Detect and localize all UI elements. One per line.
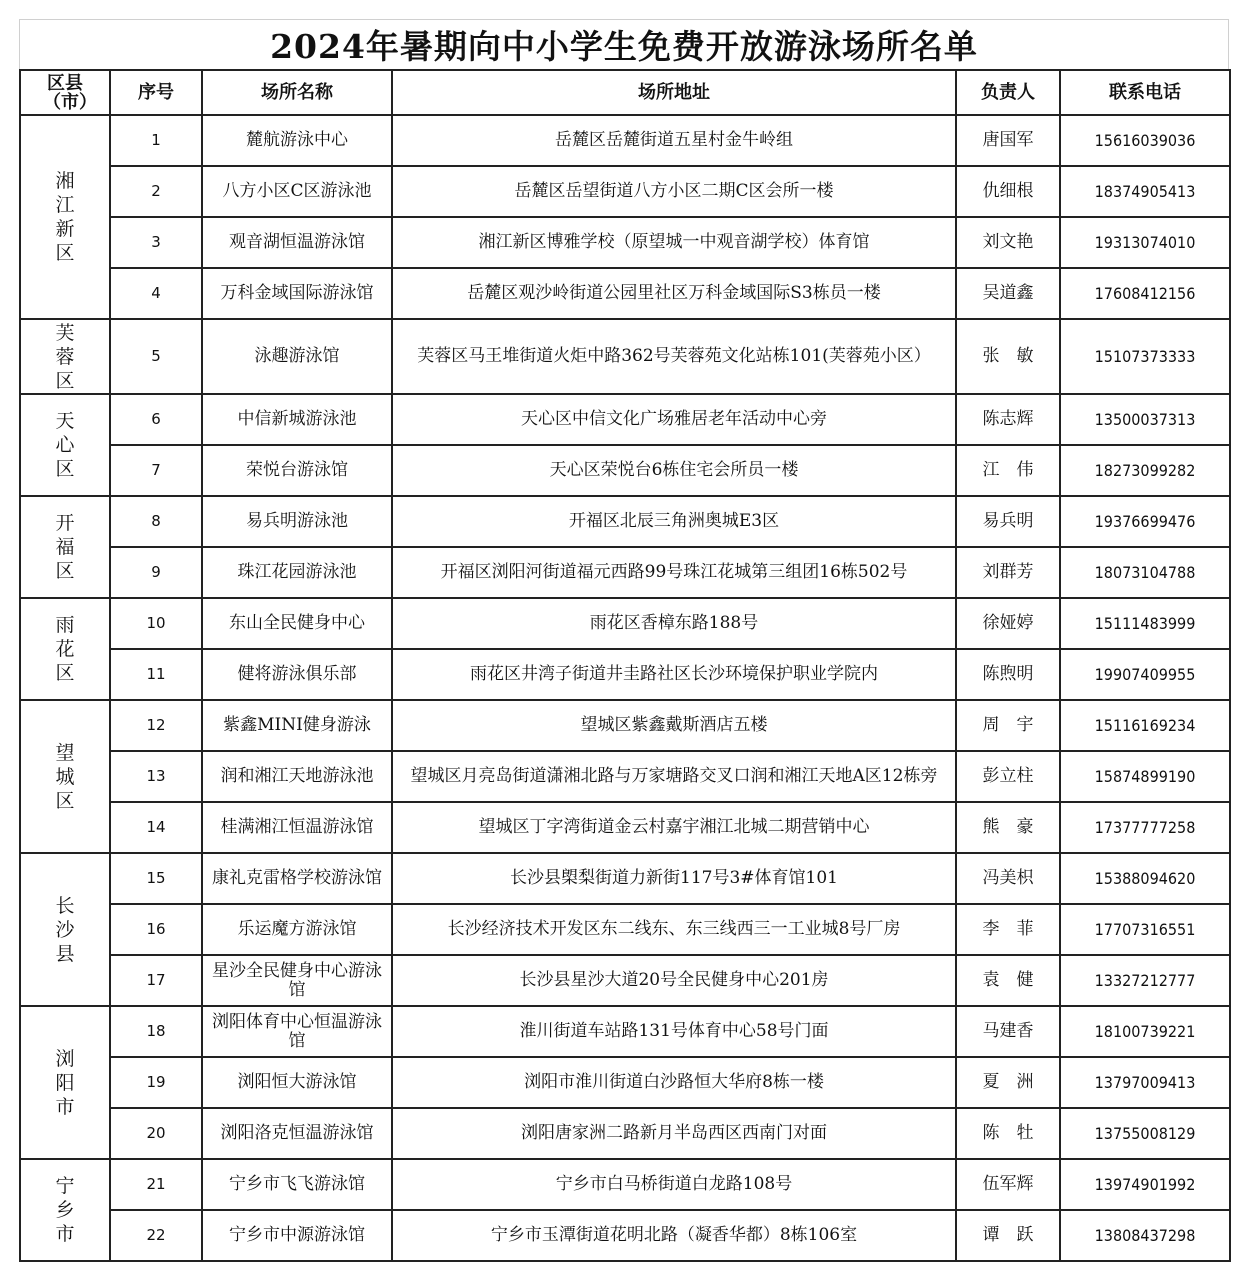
table-row [20, 496, 1230, 547]
address-cell: 淮川街道车站路131号体育中心58号门面 [392, 1006, 956, 1057]
index-cell: 16 [110, 904, 202, 955]
table-row [20, 1210, 1230, 1261]
header-phone: 联系电话 [1060, 70, 1230, 115]
address-cell: 岳麓区岳麓街道五星村金牛岭组 [392, 115, 956, 166]
address-cell: 望城区月亮岛街道潇湘北路与万家塘路交叉口润和湘江天地A区12栋旁 [392, 751, 956, 802]
district-label: 宁乡市 [55, 1175, 75, 1245]
venue-name-cell: 浏阳恒大游泳馆 [202, 1057, 392, 1108]
person-cell: 袁 健 [956, 955, 1060, 1006]
table-row [20, 1057, 1230, 1108]
index-cell: 11 [110, 649, 202, 700]
person-cell: 熊 豪 [956, 802, 1060, 853]
district-cell [20, 394, 110, 496]
district-label: 湘江新区 [55, 170, 75, 264]
table-row [20, 1006, 1230, 1057]
address-cell: 岳麓区岳望街道八方小区二期C区会所一楼 [392, 166, 956, 217]
venue-name-cell: 珠江花园游泳池 [202, 547, 392, 598]
person-cell: 陈 牡 [956, 1108, 1060, 1159]
address-cell: 长沙县星沙大道20号全民健身中心201房 [392, 955, 956, 1006]
table-row [20, 1108, 1230, 1159]
table-row [20, 445, 1230, 496]
address-cell: 天心区荣悦台6栋住宅会所员一楼 [392, 445, 956, 496]
phone-cell: 17608412156 [1060, 268, 1230, 319]
venue-name-cell: 乐运魔方游泳馆 [202, 904, 392, 955]
phone-cell: 18073104788 [1060, 547, 1230, 598]
address-cell: 开福区北辰三角洲奥城E3区 [392, 496, 956, 547]
table-body [20, 115, 1230, 1261]
index-cell: 20 [110, 1108, 202, 1159]
venue-name-cell: 浏阳洛克恒温游泳馆 [202, 1108, 392, 1159]
phone-cell: 15388094620 [1060, 853, 1230, 904]
venue-name-cell: 紫鑫MINI健身游泳 [202, 700, 392, 751]
district-cell [20, 115, 110, 319]
index-cell: 13 [110, 751, 202, 802]
table-row [20, 649, 1230, 700]
phone-cell: 19907409955 [1060, 649, 1230, 700]
venue-table [19, 69, 1231, 1262]
index-cell: 21 [110, 1159, 202, 1210]
venue-name-cell: 荣悦台游泳馆 [202, 445, 392, 496]
table-row [20, 700, 1230, 751]
table-row [20, 853, 1230, 904]
header-index: 序号 [110, 70, 202, 115]
person-cell: 马建香 [956, 1006, 1060, 1057]
address-cell: 长沙县㮾梨街道力新街117号3#体育馆101 [392, 853, 956, 904]
table-row [20, 166, 1230, 217]
address-cell: 雨花区香樟东路188号 [392, 598, 956, 649]
index-cell: 8 [110, 496, 202, 547]
address-cell: 湘江新区博雅学校（原望城一中观音湖学校）体育馆 [392, 217, 956, 268]
district-cell [20, 598, 110, 700]
phone-cell: 13327212777 [1060, 955, 1230, 1006]
district-cell [20, 496, 110, 598]
index-cell: 5 [110, 319, 202, 394]
index-cell: 19 [110, 1057, 202, 1108]
phone-cell: 13500037313 [1060, 394, 1230, 445]
header-address: 场所地址 [392, 70, 956, 115]
address-cell: 芙蓉区马王堆街道火炬中路362号芙蓉苑文化站栋101(芙蓉苑小区） [392, 319, 956, 394]
venue-name-cell: 宁乡市飞飞游泳馆 [202, 1159, 392, 1210]
header-row [20, 70, 1230, 115]
venue-name-cell: 东山全民健身中心 [202, 598, 392, 649]
table-row [20, 319, 1230, 394]
district-label: 长沙县 [55, 894, 75, 965]
venue-name-cell: 泳趣游泳馆 [202, 319, 392, 394]
address-cell: 望城区紫鑫戴斯酒店五楼 [392, 700, 956, 751]
venue-name-cell: 观音湖恒温游泳馆 [202, 217, 392, 268]
phone-cell: 17707316551 [1060, 904, 1230, 955]
table-row [20, 904, 1230, 955]
table-row [20, 115, 1230, 166]
address-cell: 浏阳市淮川街道白沙路恒大华府8栋一楼 [392, 1057, 956, 1108]
venue-name-cell: 易兵明游泳池 [202, 496, 392, 547]
district-label: 开福区 [55, 512, 75, 582]
address-cell: 浏阳唐家洲二路新月半岛西区西南门对面 [392, 1108, 956, 1159]
index-cell: 12 [110, 700, 202, 751]
address-cell: 宁乡市白马桥街道白龙路108号 [392, 1159, 956, 1210]
phone-cell: 15116169234 [1060, 700, 1230, 751]
sheet [19, 19, 1229, 1262]
person-cell: 江 伟 [956, 445, 1060, 496]
header-district [20, 70, 110, 115]
venue-name-cell: 健将游泳俱乐部 [202, 649, 392, 700]
person-cell: 周 宇 [956, 700, 1060, 751]
address-cell: 开福区浏阳河街道福元西路99号珠江花城第三组团16栋502号 [392, 547, 956, 598]
phone-cell: 15107373333 [1060, 319, 1230, 394]
person-cell: 李 菲 [956, 904, 1060, 955]
venue-name-cell: 康礼克雷格学校游泳馆 [202, 853, 392, 904]
phone-cell: 13797009413 [1060, 1057, 1230, 1108]
district-cell [20, 700, 110, 853]
index-cell: 22 [110, 1210, 202, 1261]
phone-cell: 18273099282 [1060, 445, 1230, 496]
table-row [20, 598, 1230, 649]
district-label: 望城区 [55, 741, 75, 812]
person-cell: 陈煦明 [956, 649, 1060, 700]
index-cell: 14 [110, 802, 202, 853]
index-cell: 4 [110, 268, 202, 319]
person-cell: 谭 跃 [956, 1210, 1060, 1261]
person-cell: 易兵明 [956, 496, 1060, 547]
phone-cell: 19313074010 [1060, 217, 1230, 268]
district-cell [20, 853, 110, 1006]
phone-cell: 13974901992 [1060, 1159, 1230, 1210]
header-district-label: 区县（市） [43, 72, 97, 113]
venue-name-cell: 浏阳体育中心恒温游泳馆 [202, 1006, 392, 1057]
person-cell: 陈志辉 [956, 394, 1060, 445]
phone-cell: 18100739221 [1060, 1006, 1230, 1057]
index-cell: 17 [110, 955, 202, 1006]
person-cell: 徐娅婷 [956, 598, 1060, 649]
table-row [20, 955, 1230, 1006]
person-cell: 伍军辉 [956, 1159, 1060, 1210]
table-row [20, 217, 1230, 268]
header-name: 场所名称 [202, 70, 392, 115]
header-person: 负责人 [956, 70, 1060, 115]
district-cell [20, 319, 110, 394]
index-cell: 2 [110, 166, 202, 217]
address-cell: 长沙经济技术开发区东二线东、东三线西三一工业城8号厂房 [392, 904, 956, 955]
index-cell: 15 [110, 853, 202, 904]
person-cell: 冯美枳 [956, 853, 1060, 904]
table-row [20, 394, 1230, 445]
phone-cell: 18374905413 [1060, 166, 1230, 217]
district-label: 雨花区 [55, 614, 75, 684]
person-cell: 张 敏 [956, 319, 1060, 394]
address-cell: 雨花区井湾子街道井圭路社区长沙环境保护职业学院内 [392, 649, 956, 700]
table-row [20, 268, 1230, 319]
person-cell: 仇细根 [956, 166, 1060, 217]
person-cell: 刘文艳 [956, 217, 1060, 268]
phone-cell: 15874899190 [1060, 751, 1230, 802]
person-cell: 吴道鑫 [956, 268, 1060, 319]
index-cell: 18 [110, 1006, 202, 1057]
index-cell: 10 [110, 598, 202, 649]
index-cell: 6 [110, 394, 202, 445]
index-cell: 3 [110, 217, 202, 268]
person-cell: 彭立柱 [956, 751, 1060, 802]
index-cell: 9 [110, 547, 202, 598]
venue-name-cell: 中信新城游泳池 [202, 394, 392, 445]
table-row [20, 1159, 1230, 1210]
venue-name-cell: 星沙全民健身中心游泳馆 [202, 955, 392, 1006]
person-cell: 夏 洲 [956, 1057, 1060, 1108]
venue-name-cell: 宁乡市中源游泳馆 [202, 1210, 392, 1261]
venue-name-cell: 万科金域国际游泳馆 [202, 268, 392, 319]
venue-name-cell: 桂满湘江恒温游泳馆 [202, 802, 392, 853]
person-cell: 刘群芳 [956, 547, 1060, 598]
district-label: 浏阳市 [55, 1047, 75, 1118]
address-cell: 宁乡市玉潭街道花明北路（凝香华都）8栋106室 [392, 1210, 956, 1261]
venue-name-cell: 麓航游泳中心 [202, 115, 392, 166]
phone-cell: 17377777258 [1060, 802, 1230, 853]
title-box [19, 19, 1229, 69]
phone-cell: 15111483999 [1060, 598, 1230, 649]
district-label: 天心区 [55, 410, 75, 480]
index-cell: 7 [110, 445, 202, 496]
phone-cell: 13808437298 [1060, 1210, 1230, 1261]
venue-name-cell: 润和湘江天地游泳池 [202, 751, 392, 802]
phone-cell: 13755008129 [1060, 1108, 1230, 1159]
page-title: 2024年暑期向中小学生免费开放游泳场所名单 [270, 27, 978, 66]
address-cell: 天心区中信文化广场雅居老年活动中心旁 [392, 394, 956, 445]
address-cell: 岳麓区观沙岭街道公园里社区万科金域国际S3栋员一楼 [392, 268, 956, 319]
phone-cell: 15616039036 [1060, 115, 1230, 166]
district-label: 芙蓉区 [55, 321, 75, 392]
table-row [20, 547, 1230, 598]
address-cell: 望城区丁字湾街道金云村嘉宇湘江北城二期营销中心 [392, 802, 956, 853]
venue-name-cell: 八方小区C区游泳池 [202, 166, 392, 217]
district-cell [20, 1006, 110, 1159]
table-row [20, 802, 1230, 853]
index-cell: 1 [110, 115, 202, 166]
district-cell [20, 1159, 110, 1261]
table-row [20, 751, 1230, 802]
phone-cell: 19376699476 [1060, 496, 1230, 547]
person-cell: 唐国军 [956, 115, 1060, 166]
